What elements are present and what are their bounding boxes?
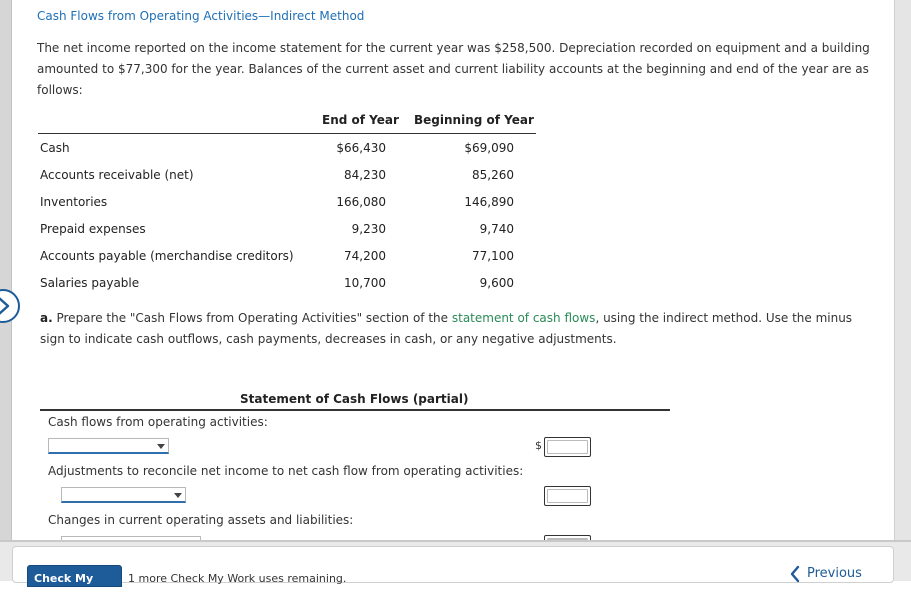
adjustment-amount-input[interactable] — [544, 486, 591, 506]
right-scrollbar[interactable] — [894, 0, 911, 540]
statement-of-cash-flows-link[interactable]: statement of cash flows — [451, 311, 596, 325]
changes-current-operating-label: Changes in current operating assets and liabilities: — [48, 513, 354, 527]
question-a — [40, 308, 880, 350]
table-header-rule — [38, 133, 536, 134]
table-row-label: Salaries payable — [40, 276, 140, 290]
table-row-label: Accounts receivable (net) — [40, 168, 194, 182]
chevron-down-icon — [157, 444, 165, 449]
chevron-right-icon — [0, 295, 14, 317]
toolbar-panel — [12, 546, 894, 598]
previous-button[interactable]: Previous — [807, 566, 862, 581]
line-item-dropdown-1[interactable] — [48, 438, 169, 454]
table-cell-end: 84,230 — [344, 168, 386, 182]
table-cell-begin: 9,600 — [479, 276, 514, 290]
bottom-toolbar — [0, 540, 911, 598]
table-cell-end: $66,430 — [336, 141, 386, 155]
check-my-work-button[interactable]: Check My Work — [27, 565, 122, 587]
net-income-amount-input[interactable] — [544, 437, 591, 457]
problem-intro: The net income reported on the income statement for the current year was $258,500. Depreciation recorded on equipment and a building amounted to $77,300 for the year. Balances of the current asset and current liability accounts at the beginning and end of the year are as follows: — [37, 41, 870, 97]
table-row-label: Accounts payable (merchandise creditors) — [40, 249, 294, 263]
chevron-left-icon[interactable] — [789, 565, 801, 583]
cash-flows-operating-label: Cash flows from operating activities: — [48, 415, 268, 429]
question-letter: a. — [40, 311, 53, 325]
table-row-label: Prepaid expenses — [40, 222, 146, 236]
table-cell-begin: 77,100 — [472, 249, 514, 263]
chevron-down-icon — [174, 493, 182, 498]
table-row-label: Inventories — [40, 195, 108, 209]
table-cell-begin: 9,740 — [479, 222, 514, 236]
table-cell-begin: 85,260 — [472, 168, 514, 182]
problem-content — [12, 0, 894, 540]
problem-title: Cash Flows from Operating Activities—Indirect Method — [37, 9, 365, 23]
column-header-beginning-of-year: Beginning of Year — [414, 113, 534, 127]
table-cell-begin: $69,090 — [464, 141, 514, 155]
statement-title: Statement of Cash Flows (partial) — [240, 392, 469, 406]
dollar-sign: $ — [535, 439, 542, 452]
table-cell-end: 9,230 — [351, 222, 386, 236]
table-cell-begin: 146,890 — [464, 195, 514, 209]
table-cell-end: 166,080 — [336, 195, 386, 209]
column-header-end-of-year: End of Year — [322, 113, 399, 127]
table-cell-end: 74,200 — [344, 249, 386, 263]
statement-title-rule — [40, 409, 670, 411]
check-remaining-text: 1 more Check My Work uses remaining. — [128, 572, 347, 585]
question-text-before: Prepare the "Cash Flows from Operating Activities" section of the — [56, 311, 449, 325]
question-text-after: , using the indirect method. Use the minus sign to indicate cash outflows, cash payments, decreases in cash, or any negative adjustments. — [40, 311, 853, 346]
adjustments-label: Adjustments to reconcile net income to net cash flow from operating activities: — [48, 464, 524, 478]
line-item-dropdown-2[interactable] — [61, 487, 186, 503]
table-row-label: Cash — [40, 141, 70, 155]
table-cell-end: 10,700 — [344, 276, 386, 290]
